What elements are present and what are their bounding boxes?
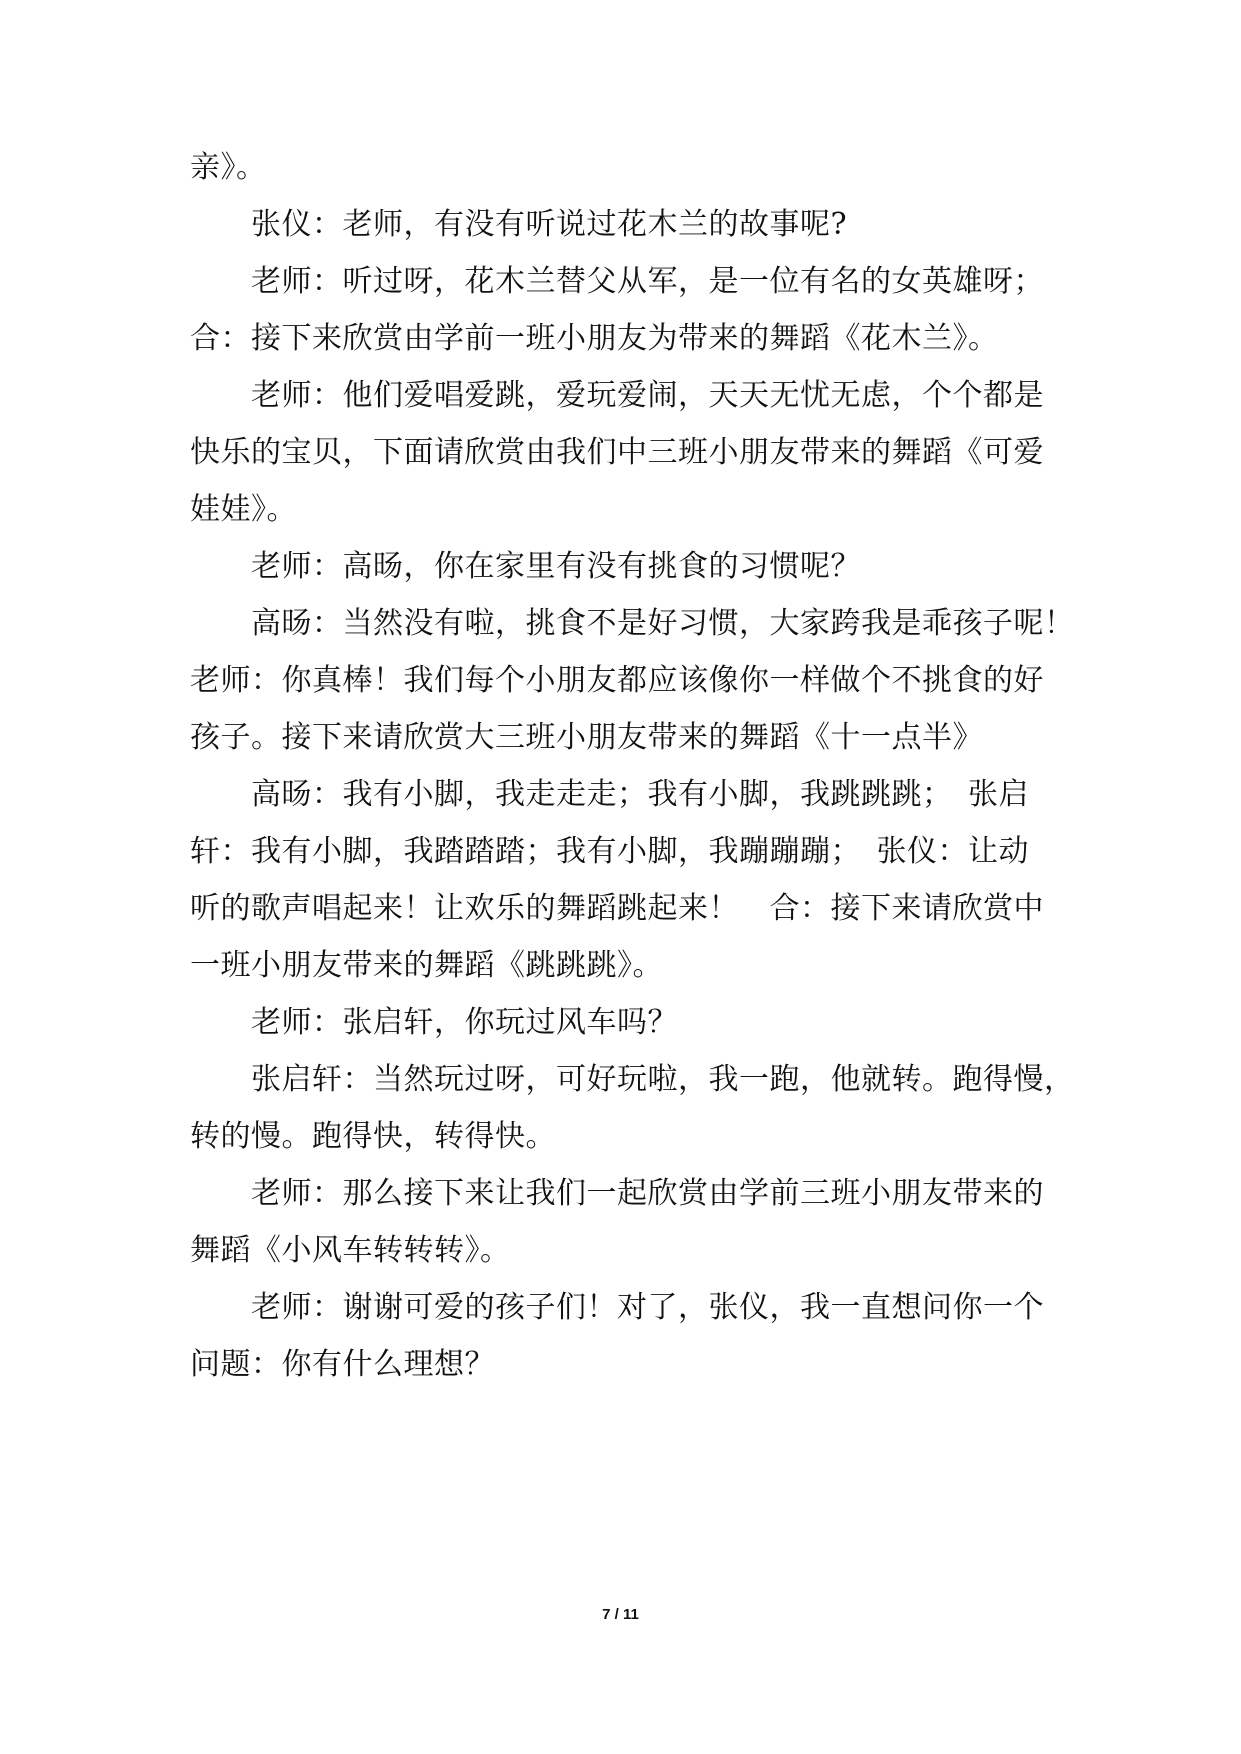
text-line: 老师：谢谢可爱的孩子们！对了，张仪，我一直想问你一个 xyxy=(251,1290,1044,1325)
text-line: 问题：你有什么理想？ xyxy=(190,1347,495,1382)
text-line: 张仪：老师，有没有听说过花木兰的故事呢? xyxy=(251,207,848,242)
text-line: 转的慢。跑得快，转得快。 xyxy=(190,1119,556,1154)
text-line: 亲》。 xyxy=(190,150,267,185)
text-line: 听的歌声唱起来！让欢乐的舞蹈跳起来！ 合：接下来请欣赏中 xyxy=(190,891,1044,926)
text-line: 合：接下来欣赏由学前一班小朋友为带来的舞蹈《花木兰》。 xyxy=(190,321,999,356)
text-line: 老师：听过呀，花木兰替父从军，是一位有名的女英雄呀； xyxy=(251,264,1044,299)
text-line: 轩：我有小脚，我踏踏踏；我有小脚，我蹦蹦蹦； 张仪：让动 xyxy=(190,834,1029,869)
text-line: 老师：你真棒！我们每个小朋友都应该像你一样做个不挑食的好 xyxy=(190,663,1044,698)
text-line: 娃娃》。 xyxy=(190,492,297,527)
text-line: 老师：他们爱唱爱跳，爱玩爱闹，天天无忧无虑，个个都是 xyxy=(251,378,1044,413)
text-line: 快乐的宝贝，下面请欣赏由我们中三班小朋友带来的舞蹈《可爱 xyxy=(190,435,1044,470)
page-number: 7 / 11 xyxy=(602,1606,639,1623)
text-line: 老师：那么接下来让我们一起欣赏由学前三班小朋友带来的 xyxy=(251,1176,1044,1211)
text-line: 老师：张启轩，你玩过风车吗？ xyxy=(251,1005,678,1040)
text-line: 高旸：当然没有啦，挑食不是好习惯，大家跨我是乖孩子呢！ xyxy=(251,606,1075,641)
text-line: 一班小朋友带来的舞蹈《跳跳跳》。 xyxy=(190,948,663,983)
text-line: 张启轩：当然玩过呀，可好玩啦，我一跑，他就转。跑得慢， xyxy=(251,1062,1075,1097)
text-line: 老师：高旸，你在家里有没有挑食的习惯呢？ xyxy=(251,549,861,584)
text-line: 孩子。接下来请欣赏大三班小朋友带来的舞蹈《十一点半》 xyxy=(190,720,983,755)
text-line: 舞蹈《小风车转转转》。 xyxy=(190,1233,511,1268)
text-line: 高旸：我有小脚，我走走走；我有小脚，我跳跳跳； 张启 xyxy=(251,777,1029,812)
